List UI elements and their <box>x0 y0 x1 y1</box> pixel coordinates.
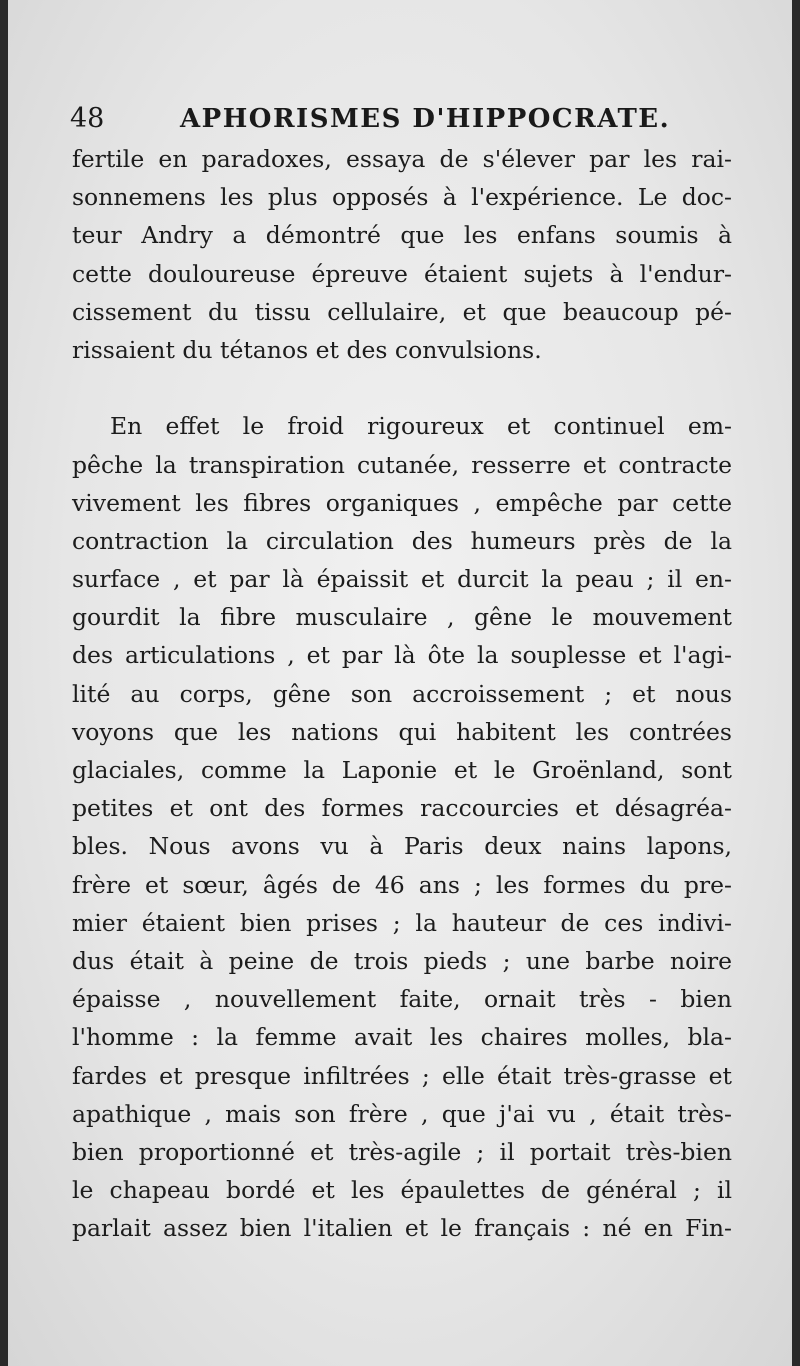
text-line: épaisse , nouvellement faite, ornait très - bien <box>72 985 732 1014</box>
text-line: En effet le froid rigoureux et continuel em- <box>110 412 732 441</box>
text-line: petites et ont des formes raccourcies et désagréa- <box>72 794 732 823</box>
text-line: bien proportionné et très-agile ; il portait très-bien <box>72 1137 732 1166</box>
paragraph-gap <box>72 369 732 407</box>
text-line: cissement du tissu cellulaire, et que beaucoup pé- <box>72 297 732 326</box>
text-line: frère et sœur, âgés de 46 ans ; les formes du pre- <box>72 870 732 899</box>
text-line: cette douloureuse épreuve étaient sujets à l'endur- <box>72 259 732 288</box>
text-line: apathique , mais son frère , que j'ai vu , était très- <box>72 1099 732 1128</box>
text-line: le chapeau bordé et les épaulettes de général ; il <box>72 1176 732 1205</box>
text-line: des articulations , et par là ôte la souplesse et l'agi- <box>72 641 732 670</box>
text-line: bles. Nous avons vu à Paris deux nains lapons, <box>72 832 732 861</box>
text-line: mier étaient bien prises ; la hauteur de ces indivi- <box>72 908 732 937</box>
running-title: APHORISMES D'HIPPOCRATE. <box>180 104 671 134</box>
text-line: teur Andry a démontré que les enfans soumis à <box>72 221 732 250</box>
text-line: l'homme : la femme avait les chaires molles, bla- <box>72 1023 732 1052</box>
page-header <box>68 96 732 142</box>
text-line: dus était à peine de trois pieds ; une barbe noire <box>72 946 732 975</box>
text-line: parlait assez bien l'italien et le français : né en Fin- <box>72 1214 732 1243</box>
text-line: sonnemens les plus opposés à l'expérience. Le doc- <box>72 183 732 212</box>
text-line: pêche la transpiration cutanée, resserre et contracte <box>72 450 732 479</box>
text-line: glaciales, comme la Laponie et le Groënland, sont <box>72 756 732 784</box>
text-line: vivement les fibres organiques , empêche par cette <box>72 488 732 517</box>
text-line: voyons que les nations qui habitent les contrées <box>72 717 732 746</box>
body-text <box>72 140 732 1247</box>
text-line: lité au corps, gêne son accroissement ; et nous <box>72 679 732 708</box>
text-line: fardes et presque infiltrées ; elle était très-grasse et <box>72 1061 732 1090</box>
text-line: surface , et par là épaissit et durcit la peau ; il en- <box>72 565 732 594</box>
page-number: 48 <box>70 103 105 134</box>
text-line: rissaient du tétanos et des convulsions. <box>72 335 542 364</box>
text-line: fertile en paradoxes, essaya de s'élever par les rai- <box>72 145 732 173</box>
text-line: gourdit la fibre musculaire , gêne le mouvement <box>72 603 732 632</box>
book-page <box>8 0 792 1366</box>
text-line: contraction la circulation des humeurs près de la <box>72 526 732 555</box>
